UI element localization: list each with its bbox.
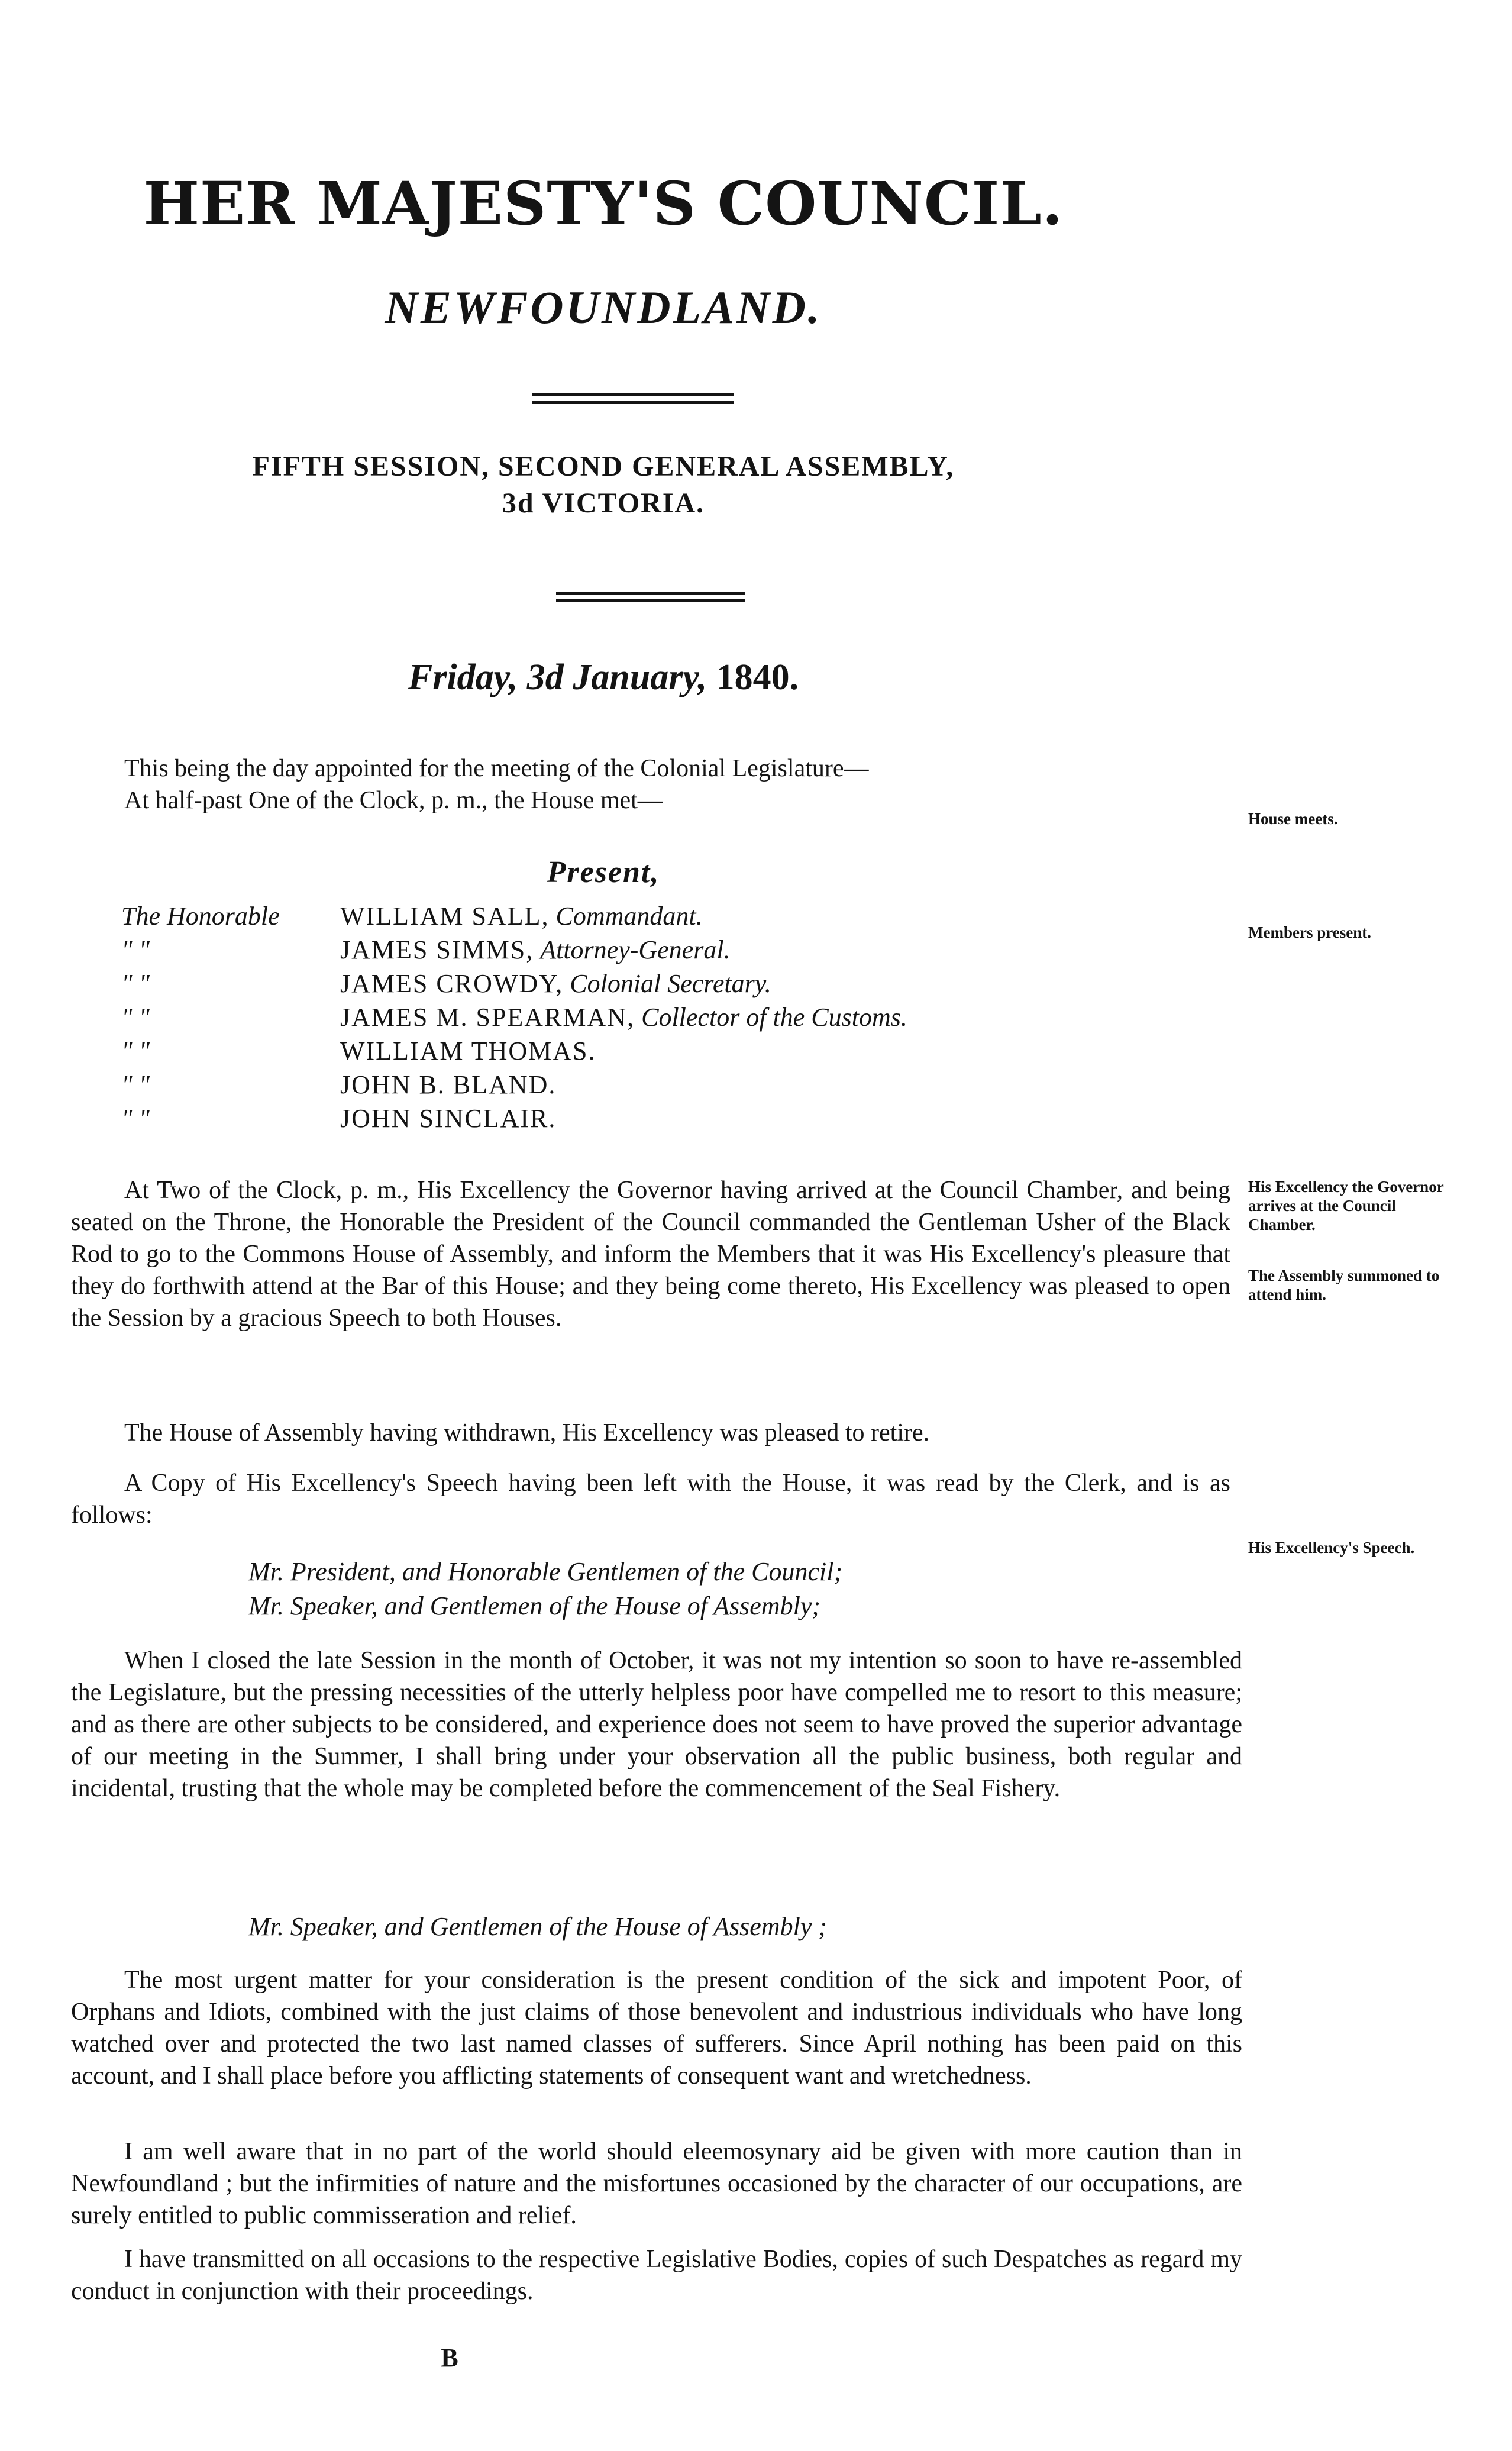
opening-text: [71, 753, 1242, 816]
member-row: [121, 899, 907, 933]
member-office: Attorney-General.: [540, 935, 731, 964]
session-line: 3d VICTORIA.: [502, 487, 705, 519]
opening-line: At half-past One of the Clock, p. m., the House met—: [124, 787, 663, 814]
members-list: [121, 899, 907, 1135]
member-row: [121, 1034, 907, 1068]
margin-note: His Excellency the Governor arrives at the Council Chamber.: [1248, 1178, 1444, 1233]
body-paragraph: [71, 1964, 1242, 2092]
divider-rule: [556, 592, 745, 602]
document-subtitle: NEWFOUNDLAND.: [385, 282, 822, 333]
member-row: [121, 967, 907, 1000]
member-name: JAMES SIMMS,: [340, 935, 534, 964]
margin-note: Members present.: [1248, 923, 1371, 941]
member-prefix: " ": [121, 1104, 150, 1133]
member-row: [121, 1068, 907, 1102]
member-name: JAMES M. SPEARMAN,: [340, 1003, 635, 1032]
member-prefix: The Honorable: [121, 902, 280, 931]
member-prefix: " ": [121, 1070, 150, 1099]
member-name: JOHN SINCLAIR.: [340, 1104, 557, 1133]
member-row: [121, 1000, 907, 1034]
member-office: Colonial Secretary.: [570, 969, 771, 998]
session-heading: [0, 448, 1207, 522]
member-prefix: " ": [121, 1003, 150, 1032]
document-title: HER MAJESTY'S COUNCIL.: [143, 169, 1064, 238]
opening-line: This being the day appointed for the meeting of the Colonial Legislature—: [124, 755, 869, 782]
margin-note: House meets.: [1248, 810, 1338, 828]
member-name: WILLIAM THOMAS.: [340, 1036, 596, 1065]
member-name: JOHN B. BLAND.: [340, 1070, 557, 1099]
member-prefix: " ": [121, 969, 150, 998]
member-office: Collector of the Customs.: [641, 1003, 907, 1032]
member-name: JAMES CROWDY,: [340, 969, 564, 998]
paragraph-text: When I closed the late Session in the month of October, it was not my intention so soon to have re-assembled the Legislature, but the pressing necessities of the utterly helpless poor have compelled me to resort to this measure; and as there are other subjects to be considered, and experience does not seem to have proved the superior advantage of our meeting in the Summer, I shall bring under your observation all the public business, both regular and incidental, trusting that the whole may be completed before the commencement of the Seal Fishery.: [71, 1647, 1242, 1802]
paragraph-text: I have transmitted on all occasions to the respective Legislative Bodies, copies of such Despatches as regard my conduct in conjunction with their proceedings.: [71, 2246, 1242, 2305]
member-row: [121, 933, 907, 967]
divider-rule: [532, 393, 734, 404]
speech-address: Mr. President, and Honorable Gentlemen of the Council;: [248, 1557, 843, 1586]
body-paragraph: [71, 1417, 1230, 1449]
margin-note: The Assembly summoned to attend him.: [1248, 1267, 1440, 1303]
member-row: [121, 1102, 907, 1135]
body-paragraph: [71, 1645, 1242, 1804]
body-paragraph: [71, 1174, 1230, 1334]
member-name: WILLIAM SALL,: [340, 902, 550, 931]
member-office: Commandant.: [555, 902, 703, 931]
body-paragraph: [71, 2136, 1242, 2232]
date-day: Friday, 3d January,: [408, 657, 707, 697]
speech-address: Mr. Speaker, and Gentlemen of the House of Assembly ;: [248, 1912, 827, 1941]
present-heading: Present,: [547, 855, 660, 889]
paragraph-text: A Copy of His Excellency's Speech having been left with the House, it was read by the Clerk, and is as follows:: [71, 1470, 1230, 1529]
date-year: 1840.: [716, 657, 799, 697]
speech-address: Mr. Speaker, and Gentlemen of the House of Assembly;: [248, 1591, 820, 1620]
signature-mark: B: [441, 2343, 458, 2372]
body-paragraph: [71, 2243, 1242, 2307]
body-paragraph: [71, 1467, 1230, 1531]
paragraph-text: The House of Assembly having withdrawn, His Excellency was pleased to retire.: [124, 1419, 930, 1446]
member-prefix: " ": [121, 1036, 150, 1065]
member-prefix: " ": [121, 935, 150, 964]
margin-note: His Excellency's Speech.: [1248, 1539, 1415, 1557]
session-line: FIFTH SESSION, SECOND GENERAL ASSEMBLY,: [252, 451, 955, 482]
date-heading: [0, 657, 1207, 699]
paragraph-text: I am well aware that in no part of the world should eleemosynary aid be given with more caution than in Newfoundland ; but the infirmities of nature and the misfortunes occasioned by the character of our occupations, are surely entitled to public commisseration and relief.: [71, 2138, 1242, 2229]
paragraph-text: The most urgent matter for your consideration is the present condition of the sick and impotent Poor, of Orphans and Idiots, combined with the just claims of those benevolent and industrious individuals who have long watched over and protected the two last named classes of sufferers. Since April nothing has been paid on this account, and I shall place before you afflicting statements of consequent want and wretchedness.: [71, 1966, 1242, 2090]
paragraph-text: At Two of the Clock, p. m., His Excellency the Governor having arrived at the Council Chamber, and being seated on the Throne, the Honorable the President of the Council commanded the Gentleman Usher of the Black Rod to go to the Commons House of Assembly, and inform the Members that it was His Excellency's pleasure that they do forthwith attend at the Bar of this House; and they being come thereto, His Excellency was pleased to open the Session by a gracious Speech to both Houses.: [71, 1177, 1230, 1332]
